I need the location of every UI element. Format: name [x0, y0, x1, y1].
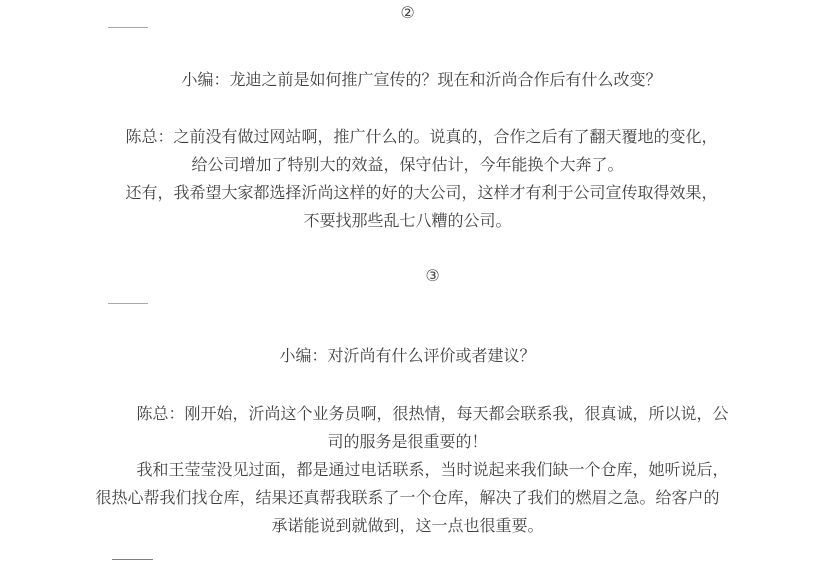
- section-marker-2: ②: [400, 5, 415, 22]
- divider-line: [112, 559, 153, 560]
- question-2: 小编：龙迪之前是如何推广宣传的？现在和沂尚合作后有什么改变？: [181, 72, 662, 89]
- answer-3-line-5: 承诺能说到就做到，这一点也很重要。: [271, 518, 544, 535]
- divider-line: [108, 27, 148, 28]
- section-marker-3: ③: [425, 268, 440, 285]
- answer-3-line-3: 我和王莹莹没见过面，都是通过电话联系，当时说起来我们缺一个仓库，她听说后，: [136, 462, 729, 479]
- answer-2-line-3: 还有，我希望大家都选择沂尚这样的好的大公司，这样才有利于公司宣传取得效果，: [125, 185, 718, 202]
- answer-2-line-4: 不要找那些乱七八糟的公司。: [303, 213, 512, 230]
- answer-3-line-2: 司的服务是很重要的！: [327, 434, 488, 451]
- answer-2-line-1: 陈总：之前没有做过网站啊，推广什么的。说真的，合作之后有了翻天覆地的变化，: [125, 129, 718, 146]
- divider-line: [108, 303, 148, 304]
- answer-3-line-1: 陈总：刚开始，沂尚这个业务员啊，很热情，每天都会联系我，很真诚，所以说，公: [136, 406, 729, 423]
- answer-2-line-2: 给公司增加了特别大的效益，保守估计，今年能换个大奔了。: [191, 157, 624, 174]
- answer-3-line-4: 很热心帮我们找仓库，结果还真帮我联系了一个仓库，解决了我们的燃眉之急。给客户的: [95, 490, 720, 507]
- question-3: 小编：对沂尚有什么评价或者建议？: [279, 348, 536, 365]
